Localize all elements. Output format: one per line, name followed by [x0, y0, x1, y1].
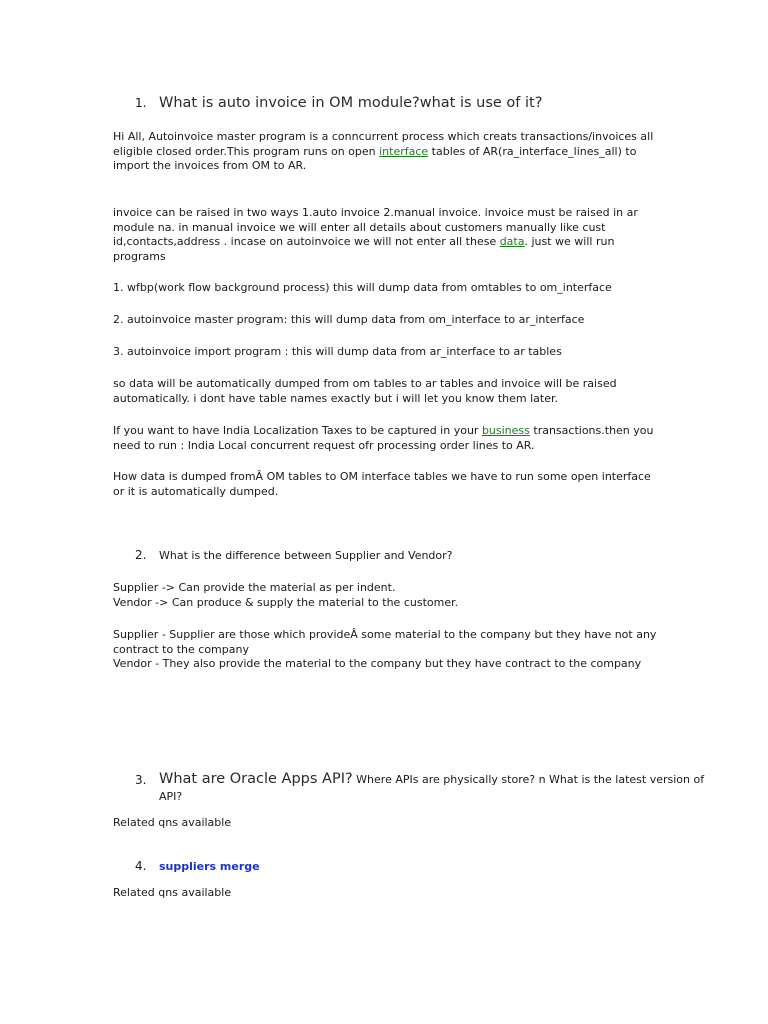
interface-link[interactable]: interface	[379, 144, 429, 158]
question-2-number: 2.	[135, 548, 147, 562]
answer-1-step-2: 2. autoinvoice master program: this will dump data from om_interface to ar_interface	[113, 313, 585, 326]
answer-2-paragraph-2	[113, 628, 658, 672]
question-3-title: What are Oracle Apps API?	[159, 771, 353, 787]
answer-1-step-1: 1. wfbp(work flow background process) this will dump data from omtables to om_interface	[113, 281, 612, 294]
answer-1-paragraph-1: Hi All, Autoinvoice master program is a conncurrent process which creats transactions/invoices all eligible closed order.This program runs on open interface tables of AR(ra_interface_lines_all) to import the invoices from OM to AR.	[113, 130, 654, 172]
question-1-title: What is auto invoice in OM module?what is use of it?	[159, 95, 543, 111]
question-3-heading	[135, 770, 724, 804]
answer-1-paragraph-3: so data will be automatically dumped from om tables to ar tables and invoice will be raised automatically. i dont have table names exactly but i will let you know them later.	[113, 377, 617, 405]
answer-4-paragraph: Related qns available	[113, 886, 232, 899]
answer-1-paragraph-4: If you want to have India Localization Taxes to be captured in your business transactions.then you need to run : India Local concurrent request ofr processing order lines to AR.	[113, 424, 654, 452]
answer-3-paragraph: Related qns available	[113, 816, 232, 829]
answer-2-paragraph-1	[113, 581, 658, 610]
supplier-definition-2: Supplier - Supplier are those which provideÂ some material to the company but they have not any contract to the company	[113, 628, 657, 656]
vendor-definition-1: Vendor -> Can produce & supply the material to the customer.	[113, 595, 459, 609]
supplier-definition-1: Supplier -> Can provide the material as per indent.	[113, 581, 396, 594]
question-3-number: 3.	[135, 773, 147, 787]
answer-1-step-3: 3. autoinvoice import program : this will dump data from ar_interface to ar tables	[113, 345, 562, 358]
question-1-heading	[135, 95, 542, 111]
business-link[interactable]: business	[481, 424, 530, 437]
answer-1-paragraph-5: How data is dumped fromÂ OM tables to OM interface tables we have to run some open interface or it is automatically dumped.	[113, 470, 651, 498]
question-3-subtitle: Where APIs are physically store? n What is the latest version of API?	[159, 773, 705, 803]
question-1-number: 1.	[135, 96, 147, 110]
data-link[interactable]: data	[499, 235, 525, 248]
question-2-heading	[135, 548, 453, 562]
answer-1-paragraph-2: invoice can be raised in two ways 1.auto invoice 2.manual invoice. invoice must be raised in ar module na. in manual invoice we will enter all details about customers manually like cust id,contacts,address . incase on autoinvoice we will not enter all these data. just we will run programs	[113, 206, 638, 263]
question-4-number: 4.	[135, 859, 147, 873]
question-4-heading	[135, 859, 260, 873]
vendor-definition-2: Vendor - They also provide the material to the company but they have contract to the company	[113, 657, 642, 670]
question-4-title[interactable]: suppliers merge	[159, 860, 260, 873]
question-2-title: What is the difference between Supplier and Vendor?	[159, 549, 453, 562]
